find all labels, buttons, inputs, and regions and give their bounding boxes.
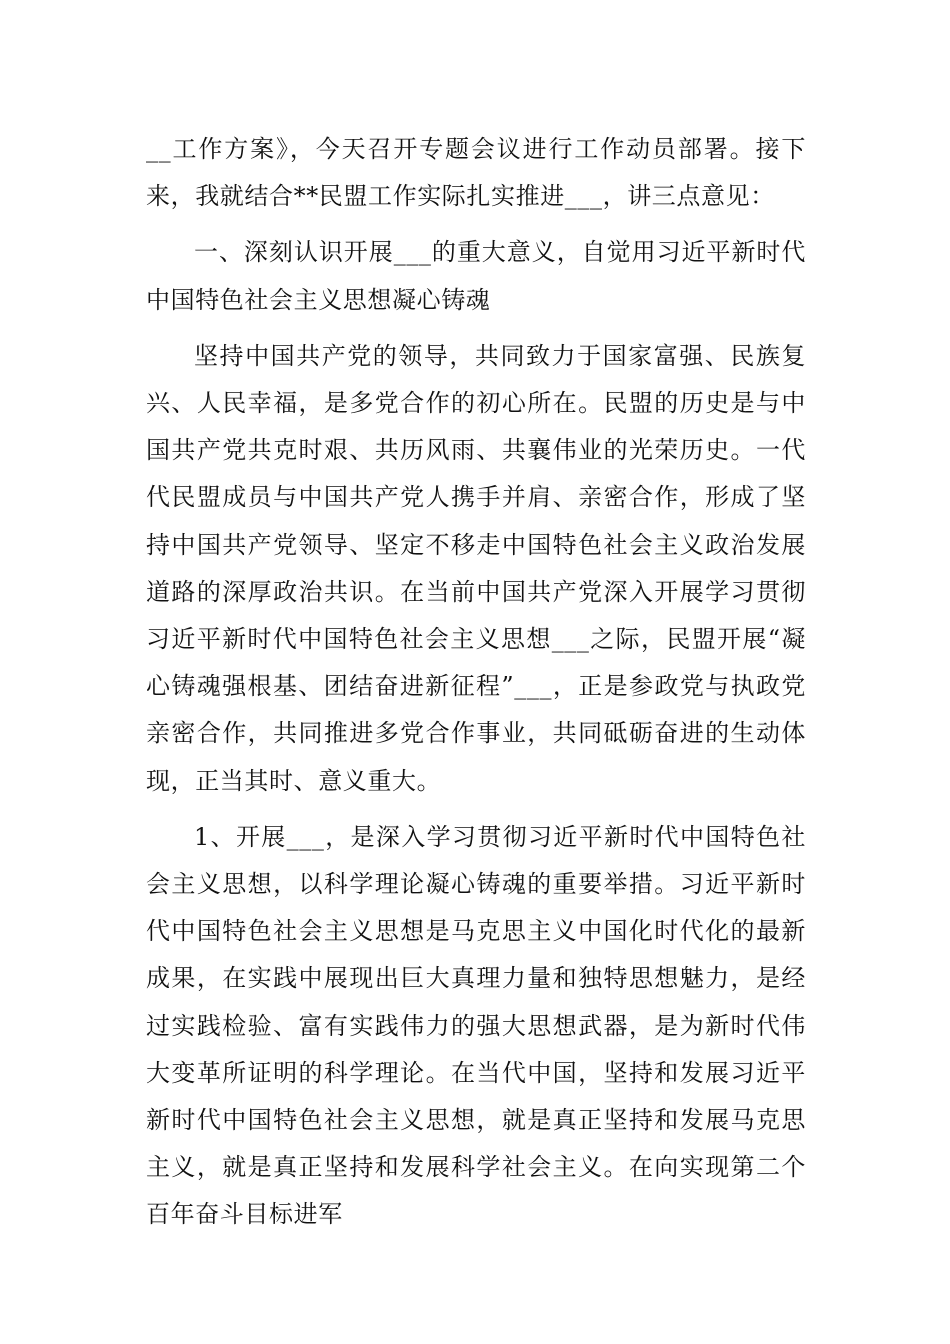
section-heading-one: 一、深刻认识开展___的重大意义，自觉用习近平新时代中国特色社会主义思想凝心铸魂 <box>146 238 806 314</box>
paragraph-intro: __工作方案》，今天召开专题会议进行工作动员部署。接下来，我就结合**民盟工作实际扎实推进___，讲三点意见： <box>146 135 806 211</box>
paragraph-body: 坚持中国共产党的领导，共同致力于国家富强、民族复兴、人民幸福，是多党合作的初心所在。民盟的历史是与中国共产党共克时艰、共历风雨、共襄伟业的光荣历史。一代代民盟成员与中国共产党人携手并肩、亲密合作，形成了坚持中国共产党领导、坚定不移走中国特色社会主义政治发展道路的深厚政治共识。在当前中国共产党深入开展学习贯彻习近平新时代中国特色社会主义思想___之际，民盟开展“凝心铸魂强根基、团结奋进新征程”___，正是参政党与执政党亲密合作，共同推进多党合作事业，共同砥砺奋进的生动体现，正当其时、意义重大。 <box>146 341 806 795</box>
document-body <box>146 126 806 1239</box>
paragraph-point-one: 1、开展___，是深入学习贯彻习近平新时代中国特色社会主义思想，以科学理论凝心铸魂的重要举措。习近平新时代中国特色社会主义思想是马克思主义中国化时代化的最新成果，在实践中展现出巨大真理力量和独特思想魅力，是经过实践检验、富有实践伟力的强大思想武器，是为新时代伟大变革所证明的科学理论。在当代中国，坚持和发展习近平新时代中国特色社会主义思想，就是真正坚持和发展马克思主义，就是真正坚持和发展科学社会主义。在向实现第二个百年奋斗目标进军 <box>146 822 806 1229</box>
